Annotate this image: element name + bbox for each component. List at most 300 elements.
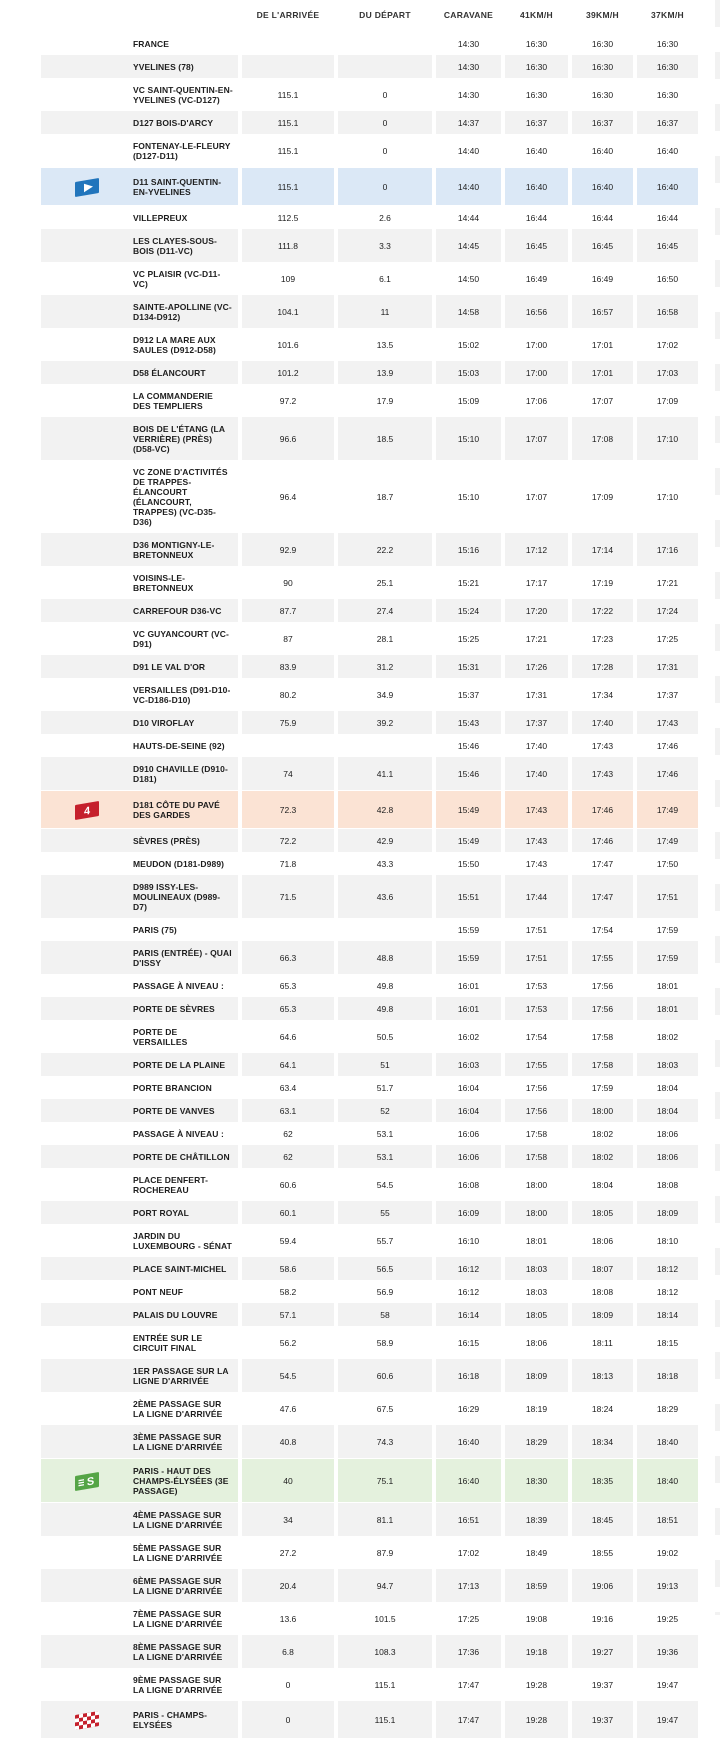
time-37kmh: 17:10 xyxy=(637,417,698,460)
location-label: 9ÈME PASSAGE SUR LA LIGNE D'ARRIVÉE xyxy=(133,1674,223,1695)
location-cell xyxy=(41,206,238,229)
location-label: 3ÈME PASSAGE SUR LA LIGNE D'ARRIVÉE xyxy=(133,1431,223,1452)
table-row xyxy=(41,460,698,533)
km-from-start xyxy=(338,55,432,78)
table-row xyxy=(41,78,698,111)
time-41kmh: 17:43 xyxy=(505,791,568,828)
table-row xyxy=(41,262,698,295)
km-from-start: 43.3 xyxy=(338,852,432,875)
time-41kmh: 16:37 xyxy=(505,111,568,134)
km-from-start: 67.5 xyxy=(338,1392,432,1425)
time-37kmh: 16:30 xyxy=(637,78,698,111)
caravane-time: 15:49 xyxy=(436,829,501,852)
time-41kmh: 17:58 xyxy=(505,1122,568,1145)
table-row xyxy=(41,1145,698,1168)
row-icon-slot xyxy=(41,1708,133,1732)
caravane-time: 14:50 xyxy=(436,262,501,295)
km-from-finish: 13.6 xyxy=(242,1602,334,1635)
time-41kmh: 16:30 xyxy=(505,55,568,78)
time-39kmh: 18:55 xyxy=(572,1536,633,1569)
caravane-time: 15:59 xyxy=(436,918,501,941)
svg-text:4: 4 xyxy=(83,804,91,818)
km-from-finish: 62 xyxy=(242,1145,334,1168)
time-37kmh: 18:18 xyxy=(637,1359,698,1392)
km-from-start: 0 xyxy=(338,134,432,167)
caravane-time: 16:04 xyxy=(436,1076,501,1099)
time-37kmh: 17:46 xyxy=(637,734,698,757)
location-label: PARIS - HAUT DES CHAMPS-ÉLYSÉES (3E PASSAGE) xyxy=(133,1465,229,1496)
km-from-finish: 54.5 xyxy=(242,1359,334,1392)
caravane-time: 16:04 xyxy=(436,1099,501,1122)
location-label: PALAIS DU LOUVRE xyxy=(133,1309,218,1320)
stage-route-timetable xyxy=(41,0,698,1738)
caravane-time: 16:51 xyxy=(436,1503,501,1536)
location-cell xyxy=(41,1099,238,1122)
km-from-start: 3.3 xyxy=(338,229,432,262)
caravane-time: 15:09 xyxy=(436,384,501,417)
location-cell xyxy=(41,1326,238,1359)
km-from-start: 25.1 xyxy=(338,566,432,599)
location-cell xyxy=(41,566,238,599)
time-41kmh: 17:56 xyxy=(505,1076,568,1099)
location-cell xyxy=(41,1668,238,1701)
time-41kmh: 16:40 xyxy=(505,168,568,205)
time-37kmh: 17:43 xyxy=(637,711,698,734)
location-cell xyxy=(41,1303,238,1326)
timetable-header-row xyxy=(41,0,698,32)
time-41kmh: 17:31 xyxy=(505,678,568,711)
km-from-finish: 58.6 xyxy=(242,1257,334,1280)
location-cell xyxy=(41,622,238,655)
time-39kmh: 17:40 xyxy=(572,711,633,734)
time-37kmh: 19:02 xyxy=(637,1536,698,1569)
km-from-finish: 115.1 xyxy=(242,168,334,205)
km-from-finish: 27.2 xyxy=(242,1536,334,1569)
km-from-finish: 96.4 xyxy=(242,460,334,533)
caravane-time: 15:49 xyxy=(436,791,501,828)
location-cell xyxy=(41,1145,238,1168)
location-label: D989 ISSY-LES-MOULINEAUX (D989-D7) xyxy=(133,881,221,912)
table-row xyxy=(41,941,698,974)
time-39kmh: 16:45 xyxy=(572,229,633,262)
time-37kmh: 16:58 xyxy=(637,295,698,328)
time-41kmh: 18:19 xyxy=(505,1392,568,1425)
km-from-finish: 101.2 xyxy=(242,361,334,384)
start-flag-icon xyxy=(72,175,102,199)
time-39kmh: 17:28 xyxy=(572,655,633,678)
time-37kmh: 16:50 xyxy=(637,262,698,295)
km-from-finish: 60.6 xyxy=(242,1168,334,1201)
km-from-start: 56.5 xyxy=(338,1257,432,1280)
time-41kmh: 19:28 xyxy=(505,1668,568,1701)
caravane-time: 16:12 xyxy=(436,1257,501,1280)
time-39kmh: 17:56 xyxy=(572,997,633,1020)
location-cell xyxy=(41,1280,238,1303)
time-39kmh: 19:16 xyxy=(572,1602,633,1635)
caravane-time: 14:44 xyxy=(436,206,501,229)
location-cell xyxy=(41,997,238,1020)
location-label: D912 LA MARE AUX SAULES (D912-D58) xyxy=(133,334,216,355)
time-39kmh: 18:06 xyxy=(572,1224,633,1257)
table-row xyxy=(41,206,698,229)
time-41kmh: 16:44 xyxy=(505,206,568,229)
km-from-finish: 72.3 xyxy=(242,791,334,828)
caravane-time: 16:09 xyxy=(436,1201,501,1224)
location-label: 7ÈME PASSAGE SUR LA LIGNE D'ARRIVÉE xyxy=(133,1608,223,1629)
location-cell xyxy=(41,1701,238,1738)
time-37kmh: 17:51 xyxy=(637,875,698,918)
column-header: 37KM/H xyxy=(651,10,684,20)
km-from-start: 53.1 xyxy=(338,1145,432,1168)
km-from-finish: 63.4 xyxy=(242,1076,334,1099)
km-from-start: 87.9 xyxy=(338,1536,432,1569)
km-from-finish: 65.3 xyxy=(242,997,334,1020)
time-41kmh: 17:20 xyxy=(505,599,568,622)
km-from-start: 31.2 xyxy=(338,655,432,678)
location-label: D91 LE VAL D'OR xyxy=(133,661,206,672)
km-from-start: 51.7 xyxy=(338,1076,432,1099)
km-from-finish: 109 xyxy=(242,262,334,295)
location-cell xyxy=(41,460,238,533)
time-37kmh: 17:31 xyxy=(637,655,698,678)
caravane-time: 14:40 xyxy=(436,134,501,167)
km-from-start: 115.1 xyxy=(338,1668,432,1701)
time-41kmh: 17:44 xyxy=(505,875,568,918)
location-cell xyxy=(41,678,238,711)
time-39kmh: 16:49 xyxy=(572,262,633,295)
caravane-time: 14:30 xyxy=(436,55,501,78)
table-row xyxy=(41,678,698,711)
km-from-start: 17.9 xyxy=(338,384,432,417)
time-39kmh: 19:06 xyxy=(572,1569,633,1602)
km-from-start: 2.6 xyxy=(338,206,432,229)
time-37kmh: 18:09 xyxy=(637,1201,698,1224)
time-37kmh: 17:37 xyxy=(637,678,698,711)
location-label: SÈVRES (PRÈS) xyxy=(133,835,200,846)
row-icon-slot xyxy=(41,798,133,822)
time-41kmh: 19:28 xyxy=(505,1701,568,1738)
location-label: D181 CÔTE DU PAVÉ DES GARDES xyxy=(133,799,220,820)
km-from-finish: 59.4 xyxy=(242,1224,334,1257)
table-row xyxy=(41,1326,698,1359)
time-37kmh: 18:06 xyxy=(637,1145,698,1168)
table-row xyxy=(41,711,698,734)
location-label: D58 ÉLANCOURT xyxy=(133,367,206,378)
table-row xyxy=(41,328,698,361)
caravane-time: 15:46 xyxy=(436,757,501,790)
row-icon-slot xyxy=(41,175,133,199)
time-39kmh: 16:44 xyxy=(572,206,633,229)
table-row xyxy=(41,1536,698,1569)
time-37kmh: 17:10 xyxy=(637,460,698,533)
time-39kmh: 18:02 xyxy=(572,1145,633,1168)
time-37kmh: 18:29 xyxy=(637,1392,698,1425)
caravane-time: 16:15 xyxy=(436,1326,501,1359)
table-row xyxy=(41,384,698,417)
location-cell xyxy=(41,941,238,974)
time-37kmh: 18:03 xyxy=(637,1053,698,1076)
time-39kmh: 18:34 xyxy=(572,1425,633,1458)
time-39kmh: 18:24 xyxy=(572,1392,633,1425)
caravane-time: 15:59 xyxy=(436,941,501,974)
row-icon-slot xyxy=(41,1469,133,1493)
km-from-finish: 101.6 xyxy=(242,328,334,361)
km-from-finish: 92.9 xyxy=(242,533,334,566)
location-cell xyxy=(41,734,238,757)
location-label: MEUDON (D181-D989) xyxy=(133,858,225,869)
table-row xyxy=(41,1303,698,1326)
location-cell xyxy=(41,1392,238,1425)
time-41kmh: 17:56 xyxy=(505,1099,568,1122)
time-41kmh: 17:17 xyxy=(505,566,568,599)
location-label: PORT ROYAL xyxy=(133,1207,189,1218)
svg-text:S: S xyxy=(86,1474,95,1488)
table-row xyxy=(41,1503,698,1536)
location-cell xyxy=(41,829,238,852)
time-39kmh: 16:37 xyxy=(572,111,633,134)
table-row xyxy=(41,1053,698,1076)
location-label: D910 CHAVILLE (D910-D181) xyxy=(133,763,228,784)
time-39kmh: 16:30 xyxy=(572,78,633,111)
table-row xyxy=(41,1392,698,1425)
time-39kmh: 17:46 xyxy=(572,829,633,852)
caravane-time: 16:12 xyxy=(436,1280,501,1303)
location-label: VILLEPREUX xyxy=(133,212,188,223)
time-37kmh: 18:40 xyxy=(637,1459,698,1502)
table-row xyxy=(41,1635,698,1668)
table-row xyxy=(41,1668,698,1701)
km-from-finish: 40.8 xyxy=(242,1425,334,1458)
km-from-finish: 47.6 xyxy=(242,1392,334,1425)
time-37kmh: 19:13 xyxy=(637,1569,698,1602)
km-from-finish: 97.2 xyxy=(242,384,334,417)
time-37kmh: 18:12 xyxy=(637,1257,698,1280)
location-cell xyxy=(41,417,238,460)
table-row xyxy=(41,55,698,78)
km-from-finish: 63.1 xyxy=(242,1099,334,1122)
km-from-start: 18.7 xyxy=(338,460,432,533)
location-cell xyxy=(41,711,238,734)
location-label: VC GUYANCOURT (VC-D91) xyxy=(133,628,229,649)
location-cell xyxy=(41,1602,238,1635)
km-from-start xyxy=(338,918,432,941)
table-row xyxy=(41,1224,698,1257)
location-label: 6ÈME PASSAGE SUR LA LIGNE D'ARRIVÉE xyxy=(133,1575,223,1596)
location-label: D11 SAINT-QUENTIN-EN-YVELINES xyxy=(133,176,222,197)
km-from-finish: 65.3 xyxy=(242,974,334,997)
column-header: DE L'ARRIVÉE xyxy=(256,10,320,20)
time-37kmh: 19:47 xyxy=(637,1668,698,1701)
km-from-finish: 71.8 xyxy=(242,852,334,875)
caravane-time: 14:30 xyxy=(436,78,501,111)
table-row xyxy=(41,1020,698,1053)
time-41kmh: 19:08 xyxy=(505,1602,568,1635)
time-41kmh: 16:45 xyxy=(505,229,568,262)
time-39kmh: 17:56 xyxy=(572,974,633,997)
location-cell xyxy=(41,262,238,295)
km-from-finish: 87 xyxy=(242,622,334,655)
km-from-finish: 56.2 xyxy=(242,1326,334,1359)
table-row xyxy=(41,1359,698,1392)
location-cell xyxy=(41,1020,238,1053)
table-row xyxy=(41,417,698,460)
km-from-finish: 0 xyxy=(242,1668,334,1701)
time-37kmh: 17:50 xyxy=(637,852,698,875)
table-row xyxy=(41,1201,698,1224)
column-header: 39KM/H xyxy=(586,10,619,20)
caravane-time: 16:08 xyxy=(436,1168,501,1201)
km-from-finish: 58.2 xyxy=(242,1280,334,1303)
time-37kmh: 16:40 xyxy=(637,134,698,167)
location-cell xyxy=(41,1536,238,1569)
location-label: VC PLAISIR (VC-D11-VC) xyxy=(133,268,221,289)
time-37kmh: 18:06 xyxy=(637,1122,698,1145)
time-41kmh: 17:53 xyxy=(505,974,568,997)
km-from-finish: 112.5 xyxy=(242,206,334,229)
location-cell xyxy=(41,1076,238,1099)
caravane-time: 15:16 xyxy=(436,533,501,566)
time-37kmh: 17:09 xyxy=(637,384,698,417)
location-label: 4ÈME PASSAGE SUR LA LIGNE D'ARRIVÉE xyxy=(133,1509,223,1530)
caravane-time: 15:25 xyxy=(436,622,501,655)
time-41kmh: 17:00 xyxy=(505,361,568,384)
caravane-time: 16:06 xyxy=(436,1145,501,1168)
caravane-time: 16:40 xyxy=(436,1425,501,1458)
time-41kmh: 18:30 xyxy=(505,1459,568,1502)
time-37kmh: 17:21 xyxy=(637,566,698,599)
location-cell xyxy=(41,295,238,328)
caravane-time: 15:10 xyxy=(436,417,501,460)
time-39kmh: 17:55 xyxy=(572,941,633,974)
time-41kmh: 17:37 xyxy=(505,711,568,734)
table-row xyxy=(41,32,698,55)
time-39kmh: 16:40 xyxy=(572,168,633,205)
time-41kmh: 17:07 xyxy=(505,417,568,460)
location-label: VOISINS-LE-BRETONNEUX xyxy=(133,572,194,593)
time-39kmh: 17:47 xyxy=(572,852,633,875)
km-from-finish: 115.1 xyxy=(242,134,334,167)
location-label: PORTE DE SÈVRES xyxy=(133,1003,215,1014)
location-label: D10 VIROFLAY xyxy=(133,717,195,728)
caravane-time: 15:46 xyxy=(436,734,501,757)
time-41kmh: 16:30 xyxy=(505,32,568,55)
time-37kmh: 17:24 xyxy=(637,599,698,622)
location-cell xyxy=(41,328,238,361)
time-37kmh: 18:14 xyxy=(637,1303,698,1326)
location-cell xyxy=(41,111,238,134)
caravane-time: 16:18 xyxy=(436,1359,501,1392)
caravane-time: 15:03 xyxy=(436,361,501,384)
time-37kmh: 17:49 xyxy=(637,829,698,852)
km-from-finish: 111.8 xyxy=(242,229,334,262)
km-from-finish: 72.2 xyxy=(242,829,334,852)
time-37kmh: 18:51 xyxy=(637,1503,698,1536)
table-row xyxy=(41,599,698,622)
time-39kmh: 17:59 xyxy=(572,1076,633,1099)
time-41kmh: 17:43 xyxy=(505,829,568,852)
km-from-start: 34.9 xyxy=(338,678,432,711)
time-41kmh: 17:07 xyxy=(505,460,568,533)
km-from-finish xyxy=(242,734,334,757)
km-from-start: 108.3 xyxy=(338,1635,432,1668)
location-label: PORTE BRANCION xyxy=(133,1082,212,1093)
time-41kmh: 18:29 xyxy=(505,1425,568,1458)
caravane-time: 15:10 xyxy=(436,460,501,533)
table-row xyxy=(41,1099,698,1122)
location-label: D36 MONTIGNY-LE-BRETONNEUX xyxy=(133,539,215,560)
time-41kmh: 19:18 xyxy=(505,1635,568,1668)
km-from-start: 41.1 xyxy=(338,757,432,790)
time-37kmh: 18:01 xyxy=(637,997,698,1020)
intermediate-sprint-icon xyxy=(72,1469,102,1493)
km-from-start: 28.1 xyxy=(338,622,432,655)
caravane-time: 16:06 xyxy=(436,1122,501,1145)
km-from-start: 51 xyxy=(338,1053,432,1076)
location-label: PARIS - CHAMPS-ELYSÉES xyxy=(133,1709,208,1730)
location-label: PLACE SAINT-MICHEL xyxy=(133,1263,227,1274)
location-label: LES CLAYES-SOUS-BOIS (D11-VC) xyxy=(133,235,217,256)
table-row xyxy=(41,1459,698,1502)
km-from-start: 58 xyxy=(338,1303,432,1326)
table-row xyxy=(41,852,698,875)
km-from-start: 56.9 xyxy=(338,1280,432,1303)
location-cell xyxy=(41,134,238,167)
table-row xyxy=(41,974,698,997)
table-row xyxy=(41,229,698,262)
km-from-start: 49.8 xyxy=(338,974,432,997)
table-row xyxy=(41,791,698,828)
location-cell xyxy=(41,791,238,828)
location-cell xyxy=(41,1635,238,1668)
km-from-finish xyxy=(242,55,334,78)
location-cell xyxy=(41,1122,238,1145)
time-41kmh: 17:21 xyxy=(505,622,568,655)
table-row xyxy=(41,1168,698,1201)
time-39kmh: 18:00 xyxy=(572,1099,633,1122)
km-from-start: 81.1 xyxy=(338,1503,432,1536)
km-from-start: 6.1 xyxy=(338,262,432,295)
km-from-finish xyxy=(242,32,334,55)
km-from-start: 39.2 xyxy=(338,711,432,734)
time-39kmh: 16:30 xyxy=(572,32,633,55)
time-37kmh: 16:30 xyxy=(637,55,698,78)
column-header: DU DÉPART xyxy=(359,10,411,20)
time-41kmh: 18:01 xyxy=(505,1224,568,1257)
time-41kmh: 17:55 xyxy=(505,1053,568,1076)
next-slide-peek[interactable] xyxy=(715,0,720,1615)
location-label: CARREFOUR D36-VC xyxy=(133,605,222,616)
location-label: PORTE DE LA PLAINE xyxy=(133,1059,226,1070)
location-label: PARIS (ENTRÉE) - QUAI D'ISSY xyxy=(133,947,232,968)
km-from-finish: 34 xyxy=(242,1503,334,1536)
location-cell xyxy=(41,1257,238,1280)
table-row xyxy=(41,1076,698,1099)
km-from-start: 0 xyxy=(338,78,432,111)
caravane-time: 16:10 xyxy=(436,1224,501,1257)
time-41kmh: 16:49 xyxy=(505,262,568,295)
location-cell xyxy=(41,55,238,78)
km-from-finish: 115.1 xyxy=(242,78,334,111)
time-41kmh: 18:03 xyxy=(505,1280,568,1303)
time-37kmh: 17:16 xyxy=(637,533,698,566)
time-41kmh: 18:59 xyxy=(505,1569,568,1602)
time-41kmh: 18:00 xyxy=(505,1201,568,1224)
location-cell xyxy=(41,757,238,790)
caravane-time: 15:21 xyxy=(436,566,501,599)
time-41kmh: 16:40 xyxy=(505,134,568,167)
time-37kmh: 18:04 xyxy=(637,1099,698,1122)
location-label: 5ÈME PASSAGE SUR LA LIGNE D'ARRIVÉE xyxy=(133,1542,223,1563)
